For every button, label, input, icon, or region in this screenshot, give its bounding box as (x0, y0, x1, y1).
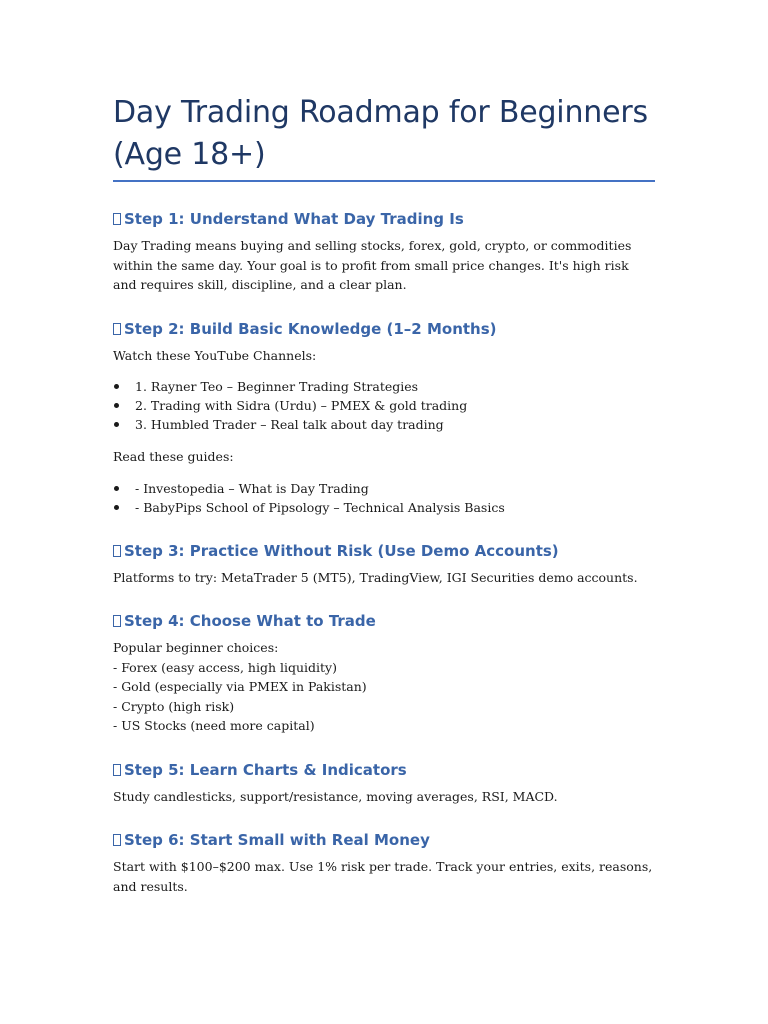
list-item-text: 3. Humbled Trader – Real talk about day trading (135, 417, 444, 432)
bullet-icon (114, 422, 119, 427)
step-4-line: - US Stocks (need more capital) (113, 718, 315, 733)
list-item-text: 2. Trading with Sidra (Urdu) – PMEX & gold trading (135, 398, 468, 413)
step-3-heading-text: Step 3: Practice Without Risk (Use Demo Accounts) (124, 541, 559, 560)
step-6-heading-text: Step 6: Start Small with Real Money (124, 831, 430, 849)
step-5-body: Study candlesticks, support/resistance, moving averages, RSI, MACD. (113, 788, 558, 804)
step-2-heading (113, 318, 655, 340)
step-4-line: - Gold (especially via PMEX in Pakistan) (113, 679, 367, 694)
title-line-1: Day Trading Roadmap for Beginners (113, 95, 648, 130)
bullet-icon (114, 486, 119, 491)
placeholder-glyph-icon (113, 213, 121, 225)
guides-list (113, 479, 655, 517)
step-4-line: Popular beginner choices: (113, 640, 279, 655)
bullet-icon (114, 384, 119, 389)
step-1-heading (113, 208, 655, 230)
step-2-intro: Watch these YouTube Channels: (113, 347, 317, 363)
step-5-section (113, 759, 655, 807)
step-2-section (113, 318, 655, 517)
placeholder-glyph-icon (113, 545, 121, 557)
step-4-heading (113, 610, 655, 632)
step-5-heading (113, 759, 655, 781)
step-3-section (113, 540, 655, 588)
step-2-heading-text: Step 2: Build Basic Knowledge (1–2 Months) (124, 319, 497, 338)
list-item (113, 396, 655, 415)
list-item (113, 479, 655, 498)
step-6-heading (113, 829, 655, 851)
step-5-heading-text: Step 5: Learn Charts & Indicators (124, 760, 407, 779)
placeholder-glyph-icon (113, 615, 121, 627)
step-4-line: - Forex (easy access, high liquidity) (113, 659, 337, 675)
placeholder-glyph-icon (113, 323, 121, 335)
step-3-heading (113, 540, 655, 562)
title-underline (113, 180, 655, 182)
list-item-text: 1. Rayner Teo – Beginner Trading Strategies (135, 379, 419, 394)
step-4-section (113, 610, 655, 736)
title-line-2: (Age 18+) (113, 137, 266, 172)
youtube-channel-list (113, 377, 655, 434)
list-item-text: - BabyPips School of Pipsology – Technical Analysis Basics (135, 499, 505, 515)
list-item (113, 377, 655, 396)
step-1-heading-text: Step 1: Understand What Day Trading Is (124, 210, 464, 228)
placeholder-glyph-icon (113, 764, 121, 776)
list-item (113, 415, 655, 434)
step-6-body: Start with $100–$200 max. Use 1% risk per trade. Track your entries, exits, reasons, and results. (113, 859, 653, 894)
step-6-section (113, 829, 655, 896)
document-title (113, 92, 655, 180)
step-3-body: Platforms to try: MetaTrader 5 (MT5), TradingView, IGI Securities demo accounts. (113, 569, 638, 585)
placeholder-glyph-icon (113, 834, 121, 846)
step-4-line: - Crypto (high risk) (113, 698, 235, 714)
bullet-icon (114, 403, 119, 408)
step-4-heading-text: Step 4: Choose What to Trade (124, 612, 376, 630)
step-1-section (113, 208, 655, 295)
bullet-icon (114, 505, 119, 510)
list-item-text: - Investopedia – What is Day Trading (135, 480, 369, 496)
list-item (113, 498, 655, 517)
step-2-guides-intro: Read these guides: (113, 449, 234, 464)
step-1-body: Day Trading means buying and selling stocks, forex, gold, crypto, or commodities within the same day. Your goal is to profit from small price changes. It's high risk and requires skill, discipline, and a clear plan. (113, 238, 632, 292)
